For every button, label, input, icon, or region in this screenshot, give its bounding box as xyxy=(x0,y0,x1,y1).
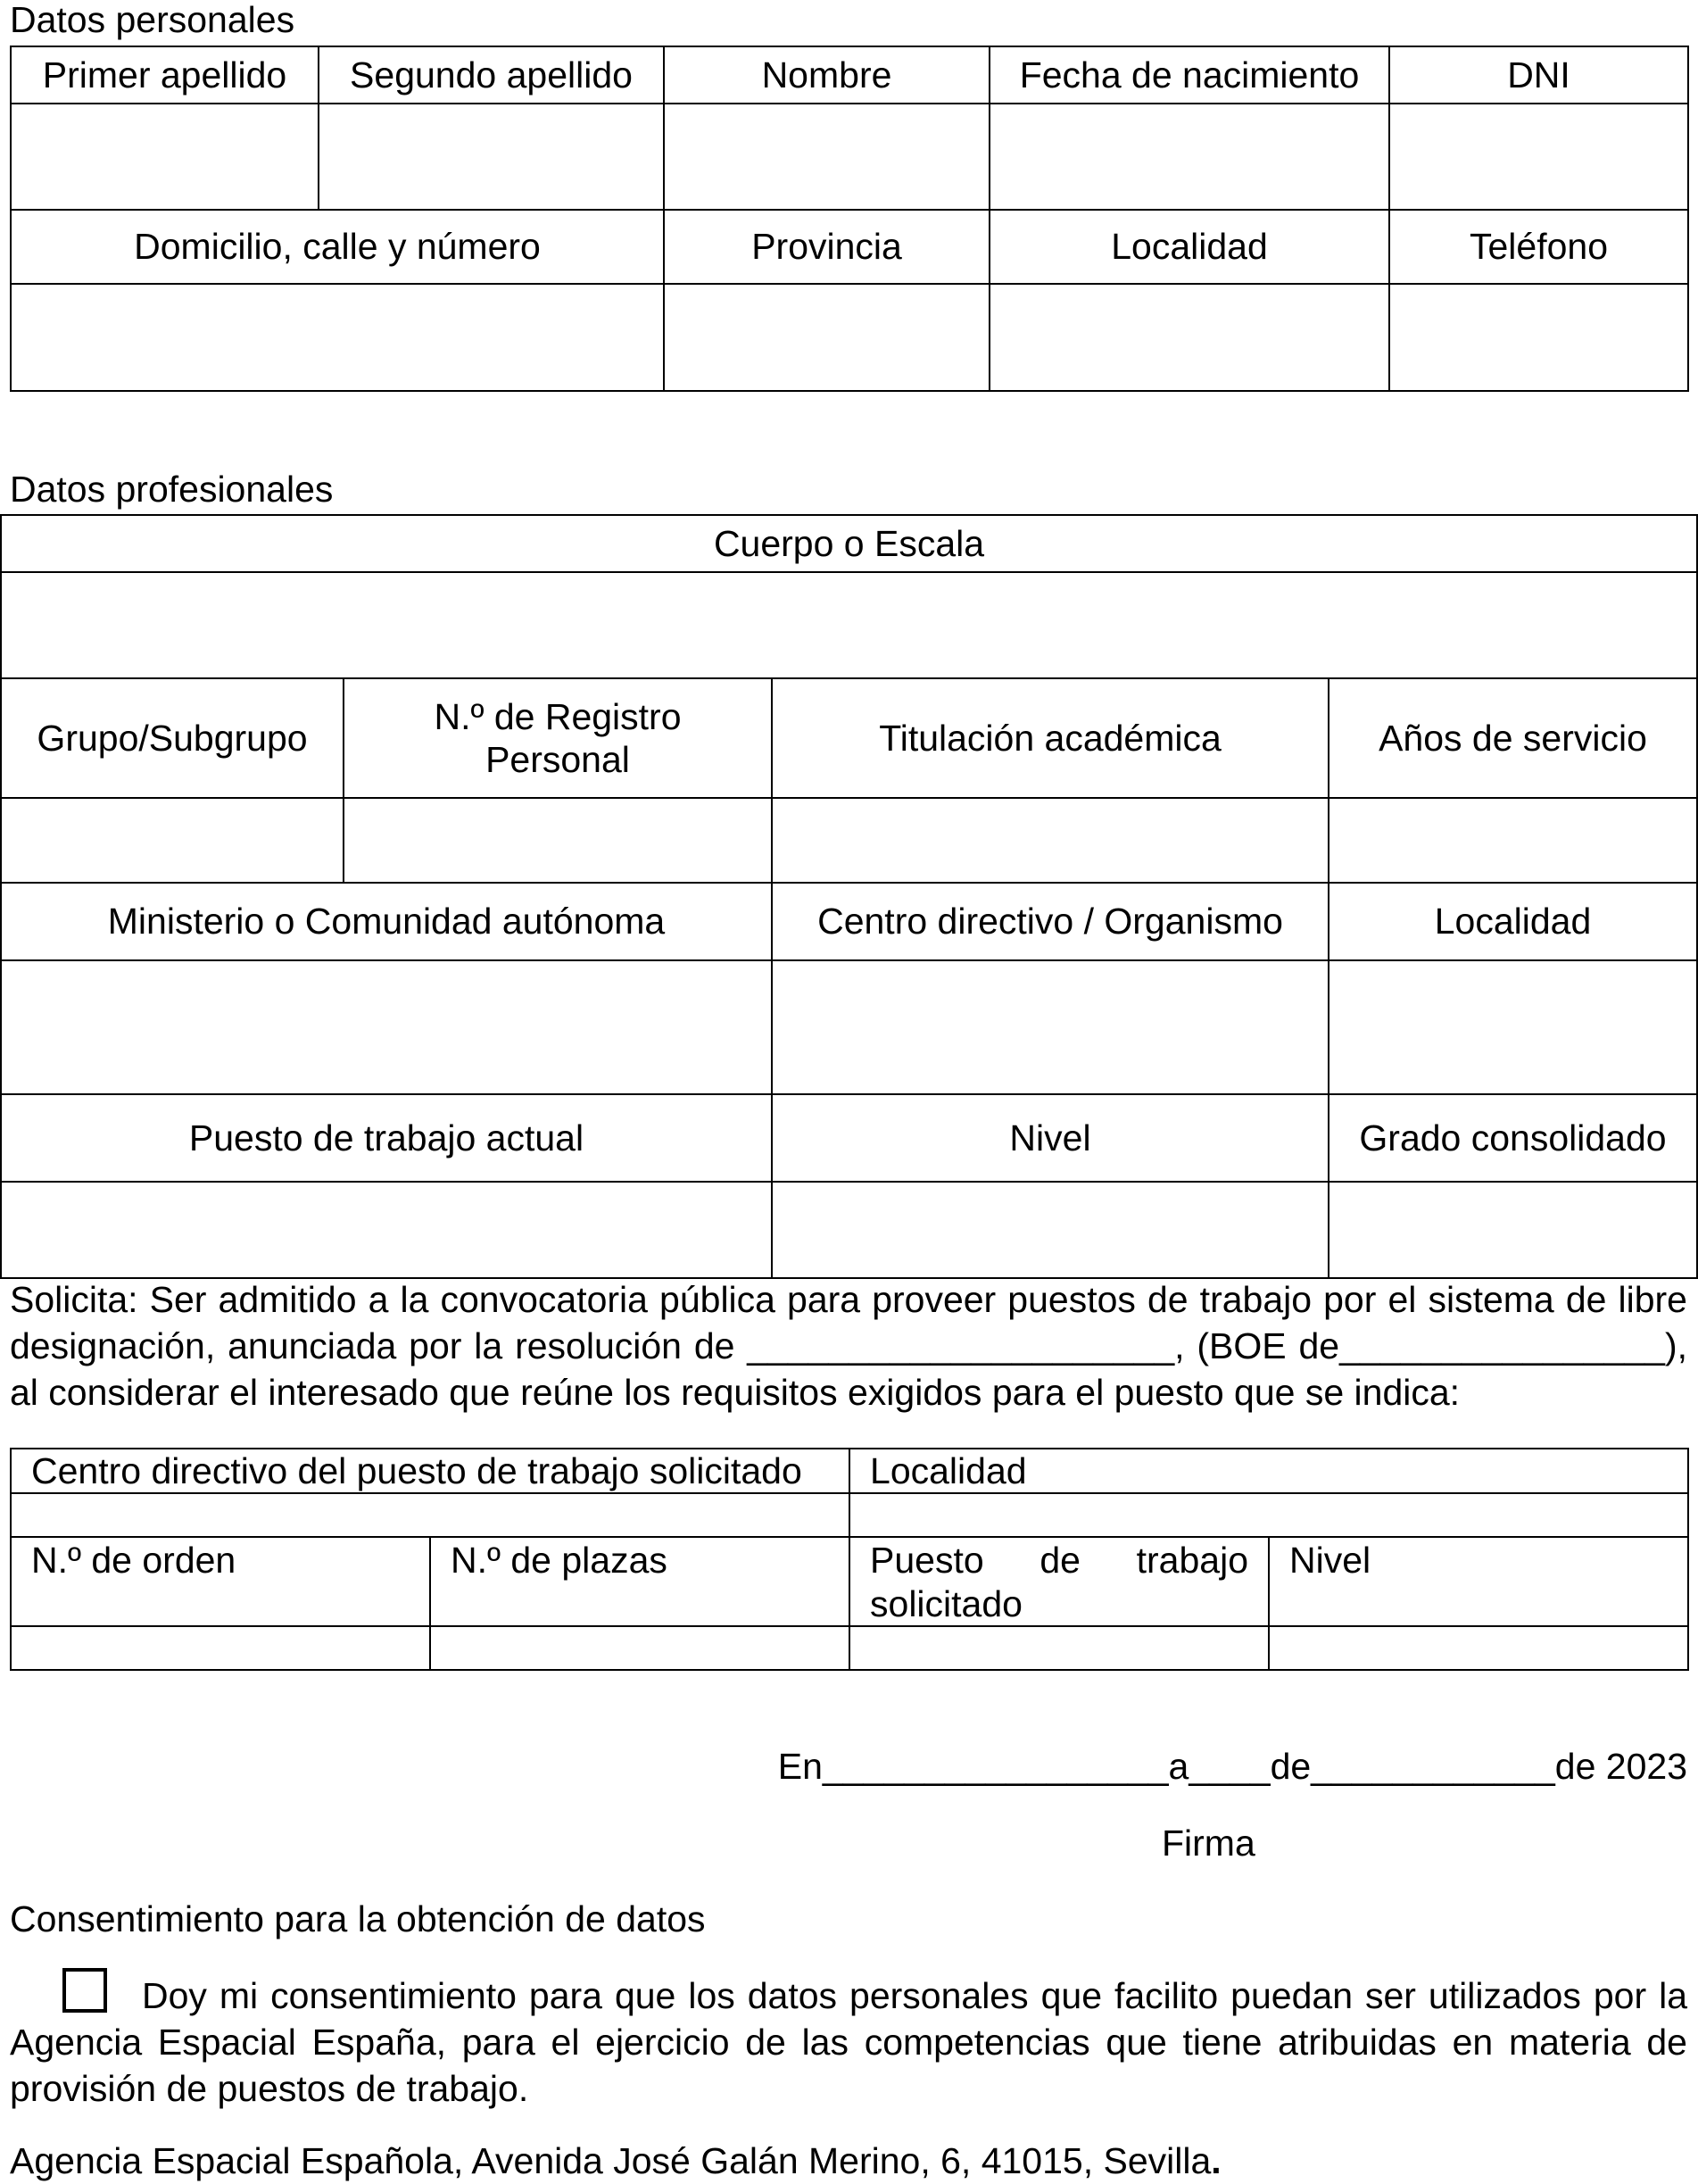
field-nivel-solicitado[interactable] xyxy=(1269,1626,1688,1670)
professional-section-title: Datos profesionales xyxy=(10,469,334,510)
field-ministerio[interactable] xyxy=(1,960,772,1094)
field-domicilio[interactable] xyxy=(11,284,664,391)
footer-address-text: Agencia Espacial Española, Avenida José Galán Merino, 6, 41015, Sevilla xyxy=(10,2140,1212,2181)
consent-text: Doy mi consentimiento para que los datos personales que facilito puedan ser utilizados por la Agencia Espacial España, para el ejercicio de las competencias que tiene atribuidas en materia de provisión de puestos de trabajo. xyxy=(10,1975,1687,2109)
position-table xyxy=(10,1448,1689,1671)
field-localidad-solicitada[interactable] xyxy=(849,1493,1688,1537)
personal-data-table xyxy=(10,46,1689,392)
header-centro-directivo: Centro directivo / Organismo xyxy=(772,883,1329,960)
footer-dot: . xyxy=(1211,2140,1222,2181)
header-centro-solicitado: Centro directivo del puesto de trabajo solicitado xyxy=(11,1449,849,1493)
header-nombre: Nombre xyxy=(664,46,990,104)
header-dni: DNI xyxy=(1389,46,1688,104)
header-fecha-nacimiento: Fecha de nacimiento xyxy=(990,46,1389,104)
field-titulacion[interactable] xyxy=(772,798,1329,883)
field-nivel[interactable] xyxy=(772,1182,1329,1278)
field-puesto-actual[interactable] xyxy=(1,1182,772,1278)
header-localidad-solicitada: Localidad xyxy=(849,1449,1688,1493)
header-registro-personal: N.º de Registro Personal xyxy=(344,678,772,798)
header-numero-plazas: N.º de plazas xyxy=(430,1537,849,1626)
header-anos-servicio: Años de servicio xyxy=(1329,678,1697,798)
field-localidad[interactable] xyxy=(990,284,1389,391)
header-provincia: Provincia xyxy=(664,210,990,284)
header-nivel: Nivel xyxy=(772,1094,1329,1182)
signature-label: Firma xyxy=(1162,1823,1255,1864)
header-puesto-actual: Puesto de trabajo actual xyxy=(1,1094,772,1182)
header-primer-apellido: Primer apellido xyxy=(11,46,319,104)
header-segundo-apellido: Segundo apellido xyxy=(319,46,664,104)
field-grado-consolidado[interactable] xyxy=(1329,1182,1697,1278)
header-cuerpo-escala: Cuerpo o Escala xyxy=(1,515,1697,572)
header-localidad-prof: Localidad xyxy=(1329,883,1697,960)
field-centro-directivo[interactable] xyxy=(772,960,1329,1094)
field-segundo-apellido[interactable] xyxy=(319,104,664,210)
footer-address xyxy=(10,2139,1222,2183)
header-nivel-solicitado: Nivel xyxy=(1269,1537,1688,1626)
field-registro-personal[interactable] xyxy=(344,798,772,883)
request-paragraph xyxy=(10,1276,1687,1416)
consent-title: Consentimiento para la obtención de datos xyxy=(10,1898,706,1939)
request-line-3: al considerar el interesado que reúne los requisitos exigidos para el puesto que se indica: xyxy=(10,1372,1461,1413)
field-numero-plazas[interactable] xyxy=(430,1626,849,1670)
header-puesto-solicitado: Puesto de trabajo solicitado xyxy=(849,1537,1269,1626)
field-localidad-prof[interactable] xyxy=(1329,960,1697,1094)
field-numero-orden[interactable] xyxy=(11,1626,430,1670)
field-grupo-subgrupo[interactable] xyxy=(1,798,344,883)
field-nombre[interactable] xyxy=(664,104,990,210)
professional-data-table xyxy=(0,514,1698,1279)
field-puesto-solicitado[interactable] xyxy=(849,1626,1269,1670)
header-domicilio: Domicilio, calle y número xyxy=(11,210,664,284)
header-localidad: Localidad xyxy=(990,210,1389,284)
header-telefono: Teléfono xyxy=(1389,210,1688,284)
field-dni[interactable] xyxy=(1389,104,1688,210)
field-primer-apellido[interactable] xyxy=(11,104,319,210)
field-centro-solicitado[interactable] xyxy=(11,1493,849,1537)
date-line: En_________________a____de____________de 2023 xyxy=(777,1746,1687,1787)
personal-section-title: Datos personales xyxy=(10,0,295,40)
header-grupo-subgrupo: Grupo/Subgrupo xyxy=(1,678,344,798)
request-line-2: designación, anunciada por la resolución de _____________________, (BOE de________________), xyxy=(10,1325,1687,1366)
header-ministerio: Ministerio o Comunidad autónoma xyxy=(1,883,772,960)
request-line-1: Solicita: Ser admitido a la convocatoria pública para proveer puestos de trabajo por el sistema de libre xyxy=(10,1279,1687,1320)
header-titulacion: Titulación académica xyxy=(772,678,1329,798)
field-anos-servicio[interactable] xyxy=(1329,798,1697,883)
field-fecha-nacimiento[interactable] xyxy=(990,104,1389,210)
header-numero-orden: N.º de orden xyxy=(11,1537,430,1626)
header-grado-consolidado: Grado consolidado xyxy=(1329,1094,1697,1182)
field-cuerpo-escala[interactable] xyxy=(1,572,1697,678)
field-provincia[interactable] xyxy=(664,284,990,391)
field-telefono[interactable] xyxy=(1389,284,1688,391)
